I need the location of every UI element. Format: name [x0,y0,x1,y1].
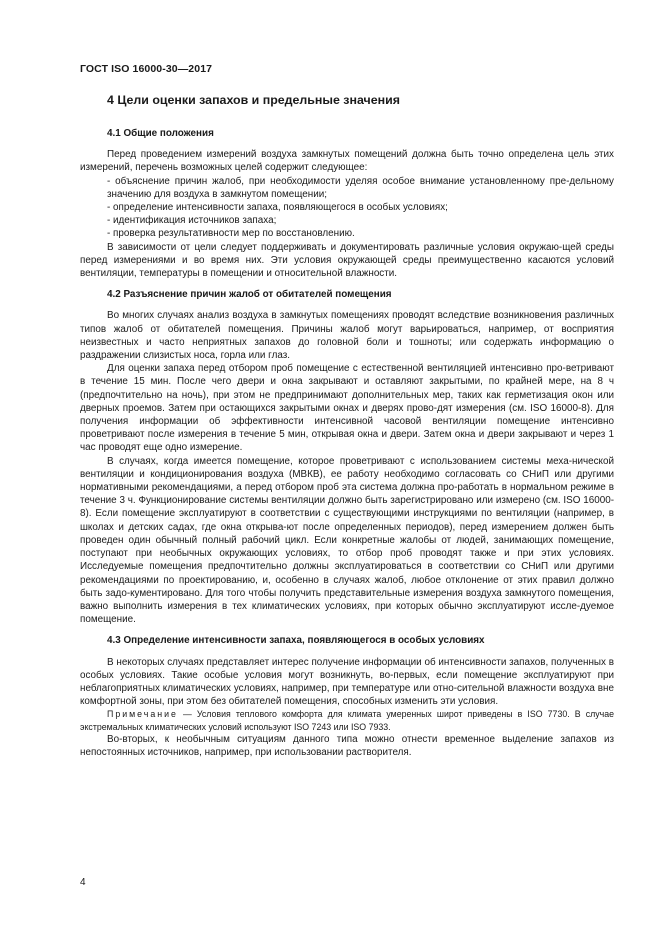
list-item: - проверка результативности мер по восстановлению. [107,228,355,240]
subsection-4-3-title: 4.3 Определение интенсивности запаха, появляющегося в особых условиях [107,635,485,647]
note [80,708,614,732]
paragraph: Перед проведением измерений воздуха замкнутых помещений должна быть точно определена цель этих измерений, перечень возможных целей содержит следующее: [80,149,614,174]
paragraph: В некоторых случаях представляет интерес получение информации об интенсивности запахов, полученных в особых условиях. Такие особые условия могут возникнуть, во-первых, если помещение эксплуатируют при неблагоприятных климатических условиях, например, при температуре или отно-сительной влажности воздуха вне комфортной зоны, при этом без обитателей помещения, способных изменить эти условия. [80,656,614,708]
section-title: 4 Цели оценки запахов и предельные значения [107,93,400,107]
note-text: — Условия теплового комфорта для климата умеренных широт приведены в ISO 7730. В случае экстремальных климатических условий используют ISO 7243 или ISO 7933. [80,709,614,732]
note-label: Примечание [107,709,178,720]
document-body [80,127,614,759]
list-item: - определение интенсивности запаха, появляющегося в особых условиях; [107,202,448,214]
paragraph: Во многих случаях анализ воздуха в замкнутых помещениях проводят вследствие возникновения различных типов жалоб от обитателей помещения. Причины жалоб могут варьироваться, например, от восприятия неизвестных и часто неприятных запахов до головной боли и тошноты; или содержать информацию о раздражении слизистых носа, горла или глаз. [80,310,614,362]
subsection-4-1-title: 4.1 Общие положения [107,128,214,139]
paragraph: В случаях, когда имеется помещение, которое проветривают с использованием системы меха-нической вентиляции и кондиционирования воздуха (МВКВ), ее работу необходимо согласовать со СНиП или другими нормативными рекомендациями, а перед отбором проб эта система должна про-работать в нормальном режиме в течение 3 ч. Функционирование системы вентиляции должно быть зарегистрировано или измерено (см. ISO 16000-8). Если помещение эксплуатируют в соответствии с существующими инструкциями по вентиляции (например, в школах и детских садах, где окна открыва-ют после определенных периодов), перед измерением должен быть проведен один обычный полный рабочий цикл. Если конкретные жалобы от людей, занимающих помещение, поступают при необычных окружающих условиях, то отбор проб проводят также и при этих условиях. Исследуемые помещения предпочтительно должны эксплуатироваться в соответствии со СНиП или другими рекомендациями по проектированию, и, особенно в случаях жалоб, любое отклонение от этих правил должно быть задо-кументировано. Для того чтобы получить представительные измерения воздуха замкнутого помещения, важно выполнить измерения в тех климатических условиях, при которых обычно эксплуатируют иссле-дуемое помещение. [80,455,614,626]
standard-header: ГОСТ ISO 16000-30—2017 [80,63,213,75]
list-item: - объяснение причин жалоб, при необходимости уделяя особое внимание установленному пре-дельному значению для воздуха в замкнутом помещении; [107,175,614,200]
list-item: - идентификация источников запаха; [107,215,277,227]
paragraph: Во-вторых, к необычным ситуациям данного типа можно отнести временное выделение запахов из непостоянных источников, например, при использовании растворителя. [80,733,614,758]
paragraph: Для оценки запаха перед отбором проб помещение с естественной вентиляцией интенсивно про-ветривают в течение 15 мин. После чего двери и окна закрывают и оставляют закрытыми, по крайней мере, на 8 ч (предпочтительно на ночь), при этом не предпринимают дополнительных мер, таких как герметизация окон или дверных проемов. Затем при остающихся закрытыми окнах и дверях прово-дят измерения (см. ISO 16000-8). Для получения информации об эффективности интенсивной часовой вентиляции помещение интенсивно проветривают после измерения в течение 5 мин, открывая окна и двери. Затем окна и двери закрывают и через 1 час проводят еще одно измерение. [80,363,614,454]
paragraph: В зависимости от цели следует поддерживать и документировать различные условия окружаю-щей среды перед измерениями и во время них. Эти условия окружающей среды преимущественно касаются условий вентиляции, температуры в помещении и относительной влажности. [80,241,614,280]
subsection-4-2-title: 4.2 Разъяснение причин жалоб от обитателей помещения [107,289,392,301]
page-number: 4 [80,877,86,888]
